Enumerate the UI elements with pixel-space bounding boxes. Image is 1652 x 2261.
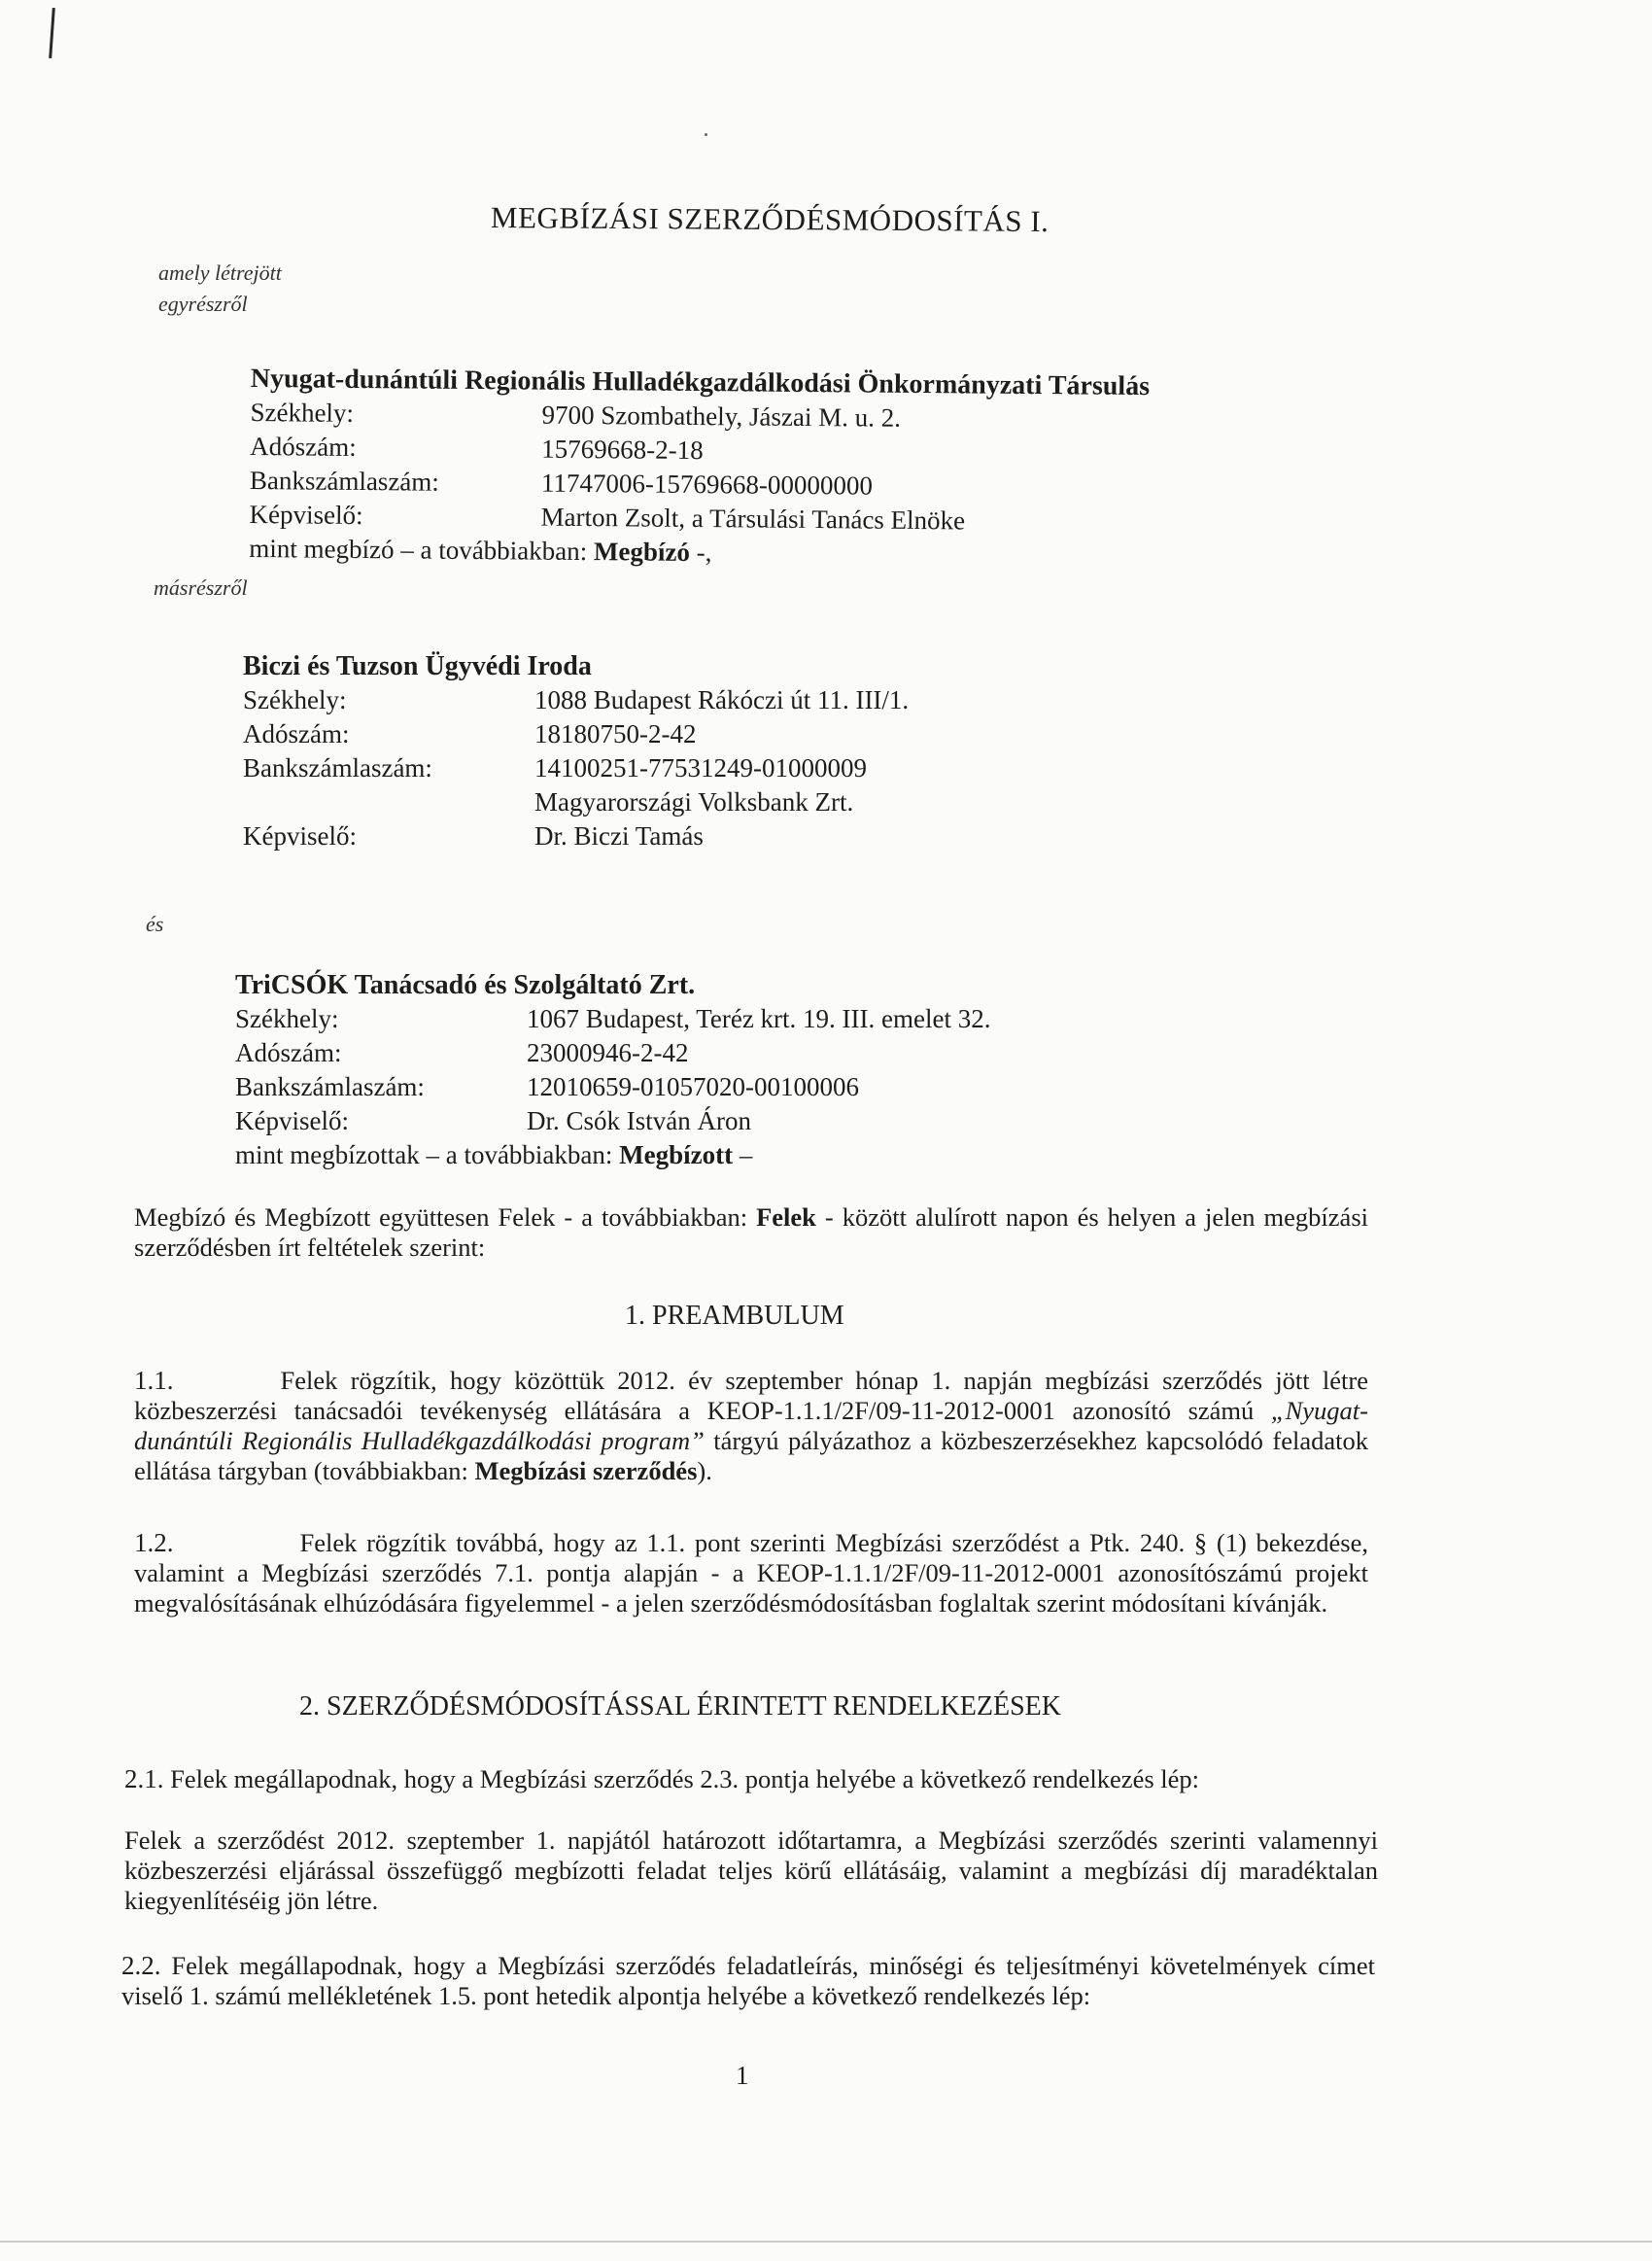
side-label-3: és — [146, 912, 164, 936]
section-2-heading: 2. SZERZŐDÉSMÓDOSÍTÁSSAL ÉRINTETT RENDELKEZÉSEK — [299, 1691, 1061, 1722]
paragraph-1-2: 1.2. Felek rögzítik továbbá, hogy az 1.1. pont szerinti Megbízási szerződést a Ptk. 240. § (1) bekezdése, valamint a Megbízási szerződés 7.1. pontja alapján - a KEOP-1.1.1/2F/09-11-2012-0001 azonosítószámú projekt megvalósításának elhúzódására figyelemmel - a jelen szerződésmódosításban foglaltak szerint módosítani kívánják. — [134, 1528, 1368, 1617]
intro-line-2: egyrészről — [158, 292, 248, 316]
party-1-row: Bankszámlaszám: 11747006-15769668-00000000 — [249, 465, 874, 501]
party-1-name: Nyugat-dunántúli Regionális Hulladékgazdálkodási Önkormányzati Társulás — [250, 363, 1151, 402]
party-3-role: mint megbízottak – a továbbiakban: Megbízott – — [235, 1140, 753, 1169]
party-3-row: Adószám: 23000946-2-42 — [235, 1038, 689, 1067]
side-label-2: másrészről — [154, 575, 248, 600]
document-title: MEGBÍZÁSI SZERZŐDÉSMÓDOSÍTÁS I. — [490, 200, 1050, 239]
party-2-row: Adószám: 18180750-2-42 — [243, 719, 697, 748]
paragraph-2-1: 2.1. Felek megállapodnak, hogy a Megbízási szerződés 2.3. pontja helyébe a következő rendelkezés lép: — [124, 1764, 1199, 1793]
intro-line-1: amely létrejött — [158, 261, 282, 285]
party-2-row: Bankszámlaszám: 14100251-77531249-01000009 — [243, 753, 867, 783]
parties-paragraph: Megbízó és Megbízott együttesen Felek - a továbbiakban: Felek - között alulírott napon és helyen a jelen megbízási szerződésben írt feltételek szerint: — [134, 1202, 1368, 1262]
pen-mark — [49, 8, 55, 58]
party-1-row: Adószám: 15769668-2-18 — [250, 431, 704, 466]
paragraph-2-2: 2.2. Felek megállapodnak, hogy a Megbízási szerződés feladatleírás, minőségi és teljesítményi követelmények címet viselő 1. számú mellékletének 1.5. pont hetedik alpontja helyébe a következő rendelkezés lép: — [121, 1951, 1376, 2010]
party-3-row: Képviselő: Dr. Csók István Áron — [235, 1106, 751, 1135]
party-3-row: Székhely: 1067 Budapest, Teréz krt. 19. III. emelet 32. — [235, 1004, 991, 1033]
party-2-name: Biczi és Tuzson Ügyvédi Iroda — [243, 651, 592, 681]
party-2-block — [243, 649, 909, 853]
party-1-role: mint megbízó – a továbbiakban: Megbízó -, — [249, 533, 712, 568]
page-number: 1 — [736, 2061, 749, 2090]
scan-speck — [705, 133, 707, 136]
paragraph-1-1: 1.1. Felek rögzítik, hogy közöttük 2012. év szeptember hónap 1. napján megbízási szerződés jött létre közbeszerzési tanácsadói tevékenység ellátására a KEOP-1.1.1/2F/09-11-2012-0001 azonosító számú „Nyugat-dunántúli Regionális Hulladékgazdálkodási program” tárgyú pályázathoz a közbeszerzésekhez kapcsolódó feladatok ellátása tárgyban (továbbiakban: Megbízási szerződés). — [134, 1366, 1368, 1485]
party-3-block — [235, 968, 990, 1172]
party-3-row: Bankszámlaszám: 12010659-01057020-00100006 — [235, 1072, 859, 1101]
scan-edge-line — [0, 2241, 1652, 2243]
party-2-row: Képviselő: Dr. Biczi Tamás — [243, 821, 704, 851]
section-1-heading: 1. PREAMBULUM — [625, 1301, 844, 1331]
party-3-name: TriCSÓK Tanácsadó és Szolgáltató Zrt. — [235, 970, 696, 1000]
party-1-block — [249, 362, 1150, 574]
party-1-row: Székhely: 9700 Szombathely, Jászai M. u. 2. — [250, 397, 902, 433]
party-1-row: Képviselő: Marton Zsolt, a Társulási Tanács Elnöke — [249, 499, 966, 536]
party-2-row: Magyarországi Volksbank Zrt. — [534, 787, 854, 817]
paragraph-2-1-text: Felek a szerződést 2012. szeptember 1. napjától határozott időtartamra, a Megbízási szerződés szerinti valamennyi közbeszerzési eljárással összefüggő megbízotti feladat teljes körű ellátásáig, valamint a megbízási díj maradéktalan kiegyenlítéséig jön létre. — [124, 1826, 1378, 1915]
party-2-row: Székhely: 1088 Budapest Rákóczi út 11. III/1. — [243, 685, 910, 714]
